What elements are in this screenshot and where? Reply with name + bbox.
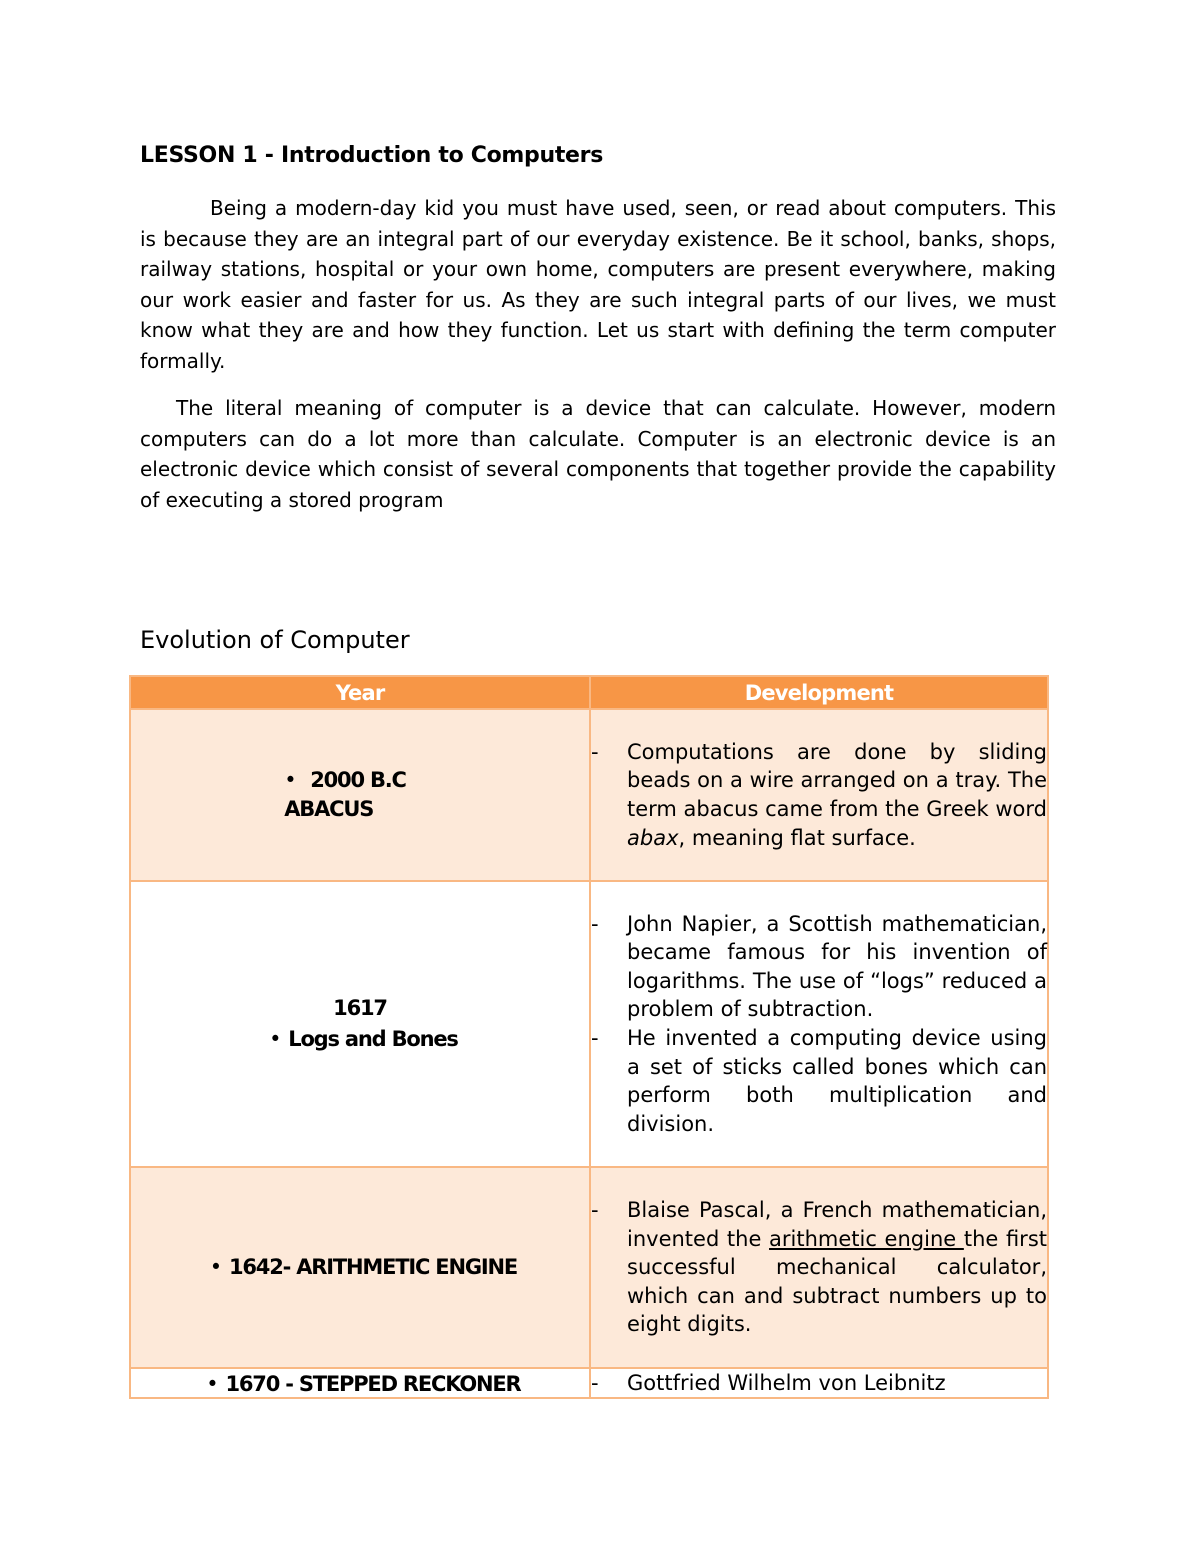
year-cell xyxy=(130,709,590,881)
development-text: Computations are done by sliding beads on a wire arranged on a tray. The term abacus came from the Greek word xyxy=(627,739,1047,821)
development-cell xyxy=(590,1368,1048,1398)
invention-label: 1642- ARITHMETIC ENGINE xyxy=(228,1255,517,1279)
bullet-icon: • xyxy=(269,1027,282,1051)
year-cell xyxy=(130,1167,590,1368)
year-label: 1617 xyxy=(333,996,387,1020)
development-cell xyxy=(590,881,1048,1167)
table-row xyxy=(130,1368,1048,1398)
invention-label: Logs and Bones xyxy=(288,1027,458,1051)
development-cell xyxy=(590,709,1048,881)
development-text: the first successful mechanical calculator, which can and subtract numbers up to eight digits. xyxy=(627,1226,1047,1337)
table-row xyxy=(130,881,1048,1167)
year-cell xyxy=(130,881,590,1167)
definition-paragraph: The literal meaning of computer is a device that can calculate. However, modern computers can do a lot more than calculate. Computer is an electronic device is an electronic device which consist of several components that together provide the capability of executing a stored program xyxy=(140,396,1056,512)
development-underlined: arithmetic engine xyxy=(769,1226,964,1251)
development-item: - He invented a computing device using a set of sticks called bones which can perform both multiplication and division. xyxy=(591,1024,1047,1138)
development-item xyxy=(591,738,1047,852)
lesson-title: LESSON 1 - Introduction to Computers xyxy=(140,143,604,168)
invention-name xyxy=(131,1024,589,1055)
table-row xyxy=(130,709,1048,881)
development-item: - John Napier, a Scottish mathematician, became famous for his invention of logarithms. The use of “logs” reduced a problem of subtraction. xyxy=(591,910,1047,1024)
year-cell xyxy=(130,1368,590,1398)
development-item xyxy=(591,1196,1047,1339)
development-emphasis: abax xyxy=(627,825,679,850)
development-item: - Gottfried Wilhelm von Leibnitz xyxy=(591,1369,1047,1397)
table-header-row xyxy=(130,676,1048,709)
year-label: 2000 B.C xyxy=(310,768,406,792)
invention-label: 1670 - STEPPED RECKONER xyxy=(225,1372,521,1396)
invention-name: ABACUS xyxy=(284,797,374,821)
invention-name xyxy=(131,1252,589,1283)
development-list xyxy=(591,1196,1047,1339)
development-list xyxy=(591,738,1047,852)
section-title: Evolution of Computer xyxy=(140,626,410,654)
invention-name xyxy=(131,1369,589,1397)
development-list xyxy=(591,910,1047,1139)
development-list xyxy=(591,1369,1047,1397)
year-header: Year xyxy=(130,676,590,709)
development-text: , meaning flat surface. xyxy=(678,825,916,850)
evolution-table xyxy=(129,675,1049,1399)
bullet-icon: • xyxy=(206,1372,219,1396)
bullet-icon: • xyxy=(284,768,297,792)
bullet-icon: • xyxy=(209,1255,223,1279)
intro-paragraph: Being a modern-day kid you must have used, seen, or read about computers. This is because they are an integral part of our everyday existence. Be it school, banks, shops, railway stations, hospital or your own home, computers are present everywhere, making our work easier and faster for us. As they are such integral parts of our lives, we must know what they are and how they function. Let us start with defining the term computer formally. xyxy=(140,196,1056,373)
development-header: Development xyxy=(590,676,1048,709)
development-cell xyxy=(590,1167,1048,1368)
table-row xyxy=(130,1167,1048,1368)
year-entry xyxy=(284,766,406,824)
development-text: Blaise Pascal, a French mathematician, invented the xyxy=(627,1198,1047,1251)
